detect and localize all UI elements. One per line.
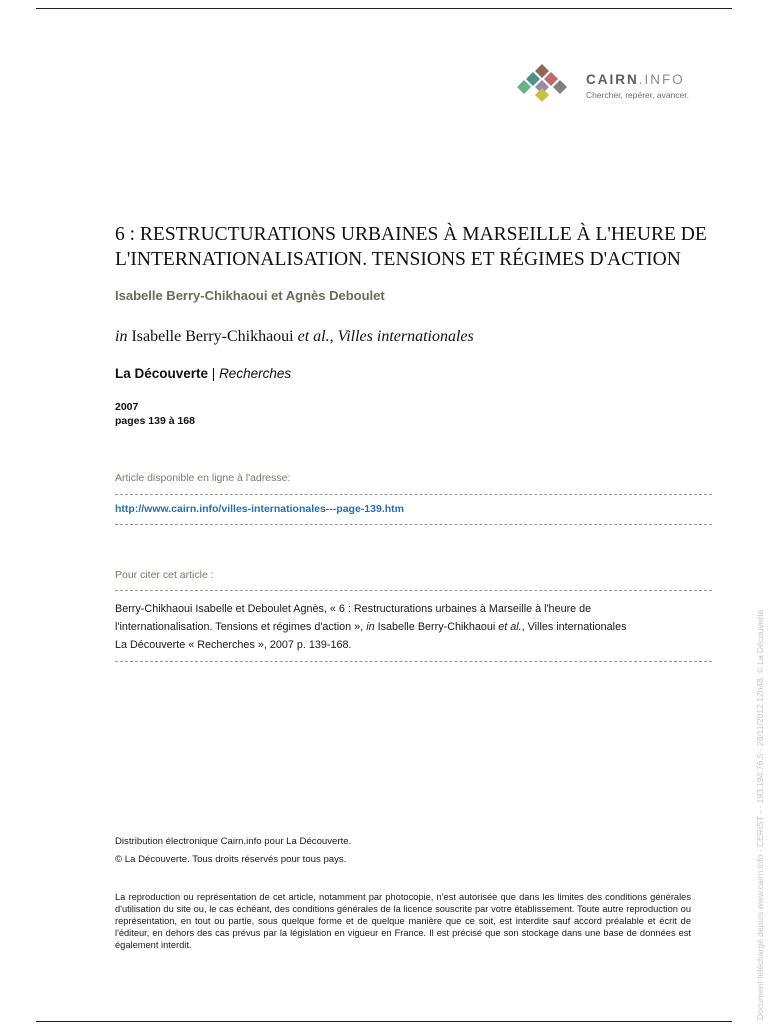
online-label: Article disponible en ligne à l'adresse:: [115, 472, 291, 484]
logo-brand: CAIRN.INFO: [586, 72, 685, 87]
logo-tagline: Chercher, repérer, avancer.: [586, 90, 690, 100]
cite-label: Pour citer cet article :: [115, 569, 214, 581]
bottom-rule: [36, 1021, 732, 1022]
legal-notice: La reproduction ou représentation de cet article, notamment par photocopie, n'est autorisée que dans les limites des conditions générales d'utilisation du site ou, le cas échéant, des conditions générales de la licence souscrite par votre établissement. Toute autre reproduction ou représentation, en tout ou partie, sous quelque forme et de quelque manière que ce soit, est interdite sauf accord préalable et écrit de l'éditeur, en dehors des cas prévus par la législation en vigueur en France. Il est précisé que son stockage dans une base de données est également interdit.: [115, 892, 691, 950]
article-title: 6 : RESTRUCTURATIONS URBAINES À MARSEILLE À L'HEURE DE L'INTERNATIONALISATION. TENSIONS ET RÉGIMES D'ACTION: [115, 224, 707, 270]
article-url-link[interactable]: http://www.cairn.info/villes-internationales---page-139.htm: [115, 503, 404, 515]
citation-text: Berry-Chikhaoui Isabelle et Deboulet Agnès, « 6 : Restructurations urbaines à Marseille à l'heure de l'internationalisation. Tensions et régimes d'action », in Isabelle Berry-Chikhaoui et al., Villes internationales La Découverte « Recherches », 2007 p. 139-168.: [115, 603, 627, 651]
divider: [115, 661, 712, 662]
download-watermark: Document téléchargé depuis www.cairn.info - CERIST - - 193.194.76.5 - 28/11/2012 12h48. © La Découverte: [755, 609, 765, 1020]
cairn-logo[interactable]: [512, 62, 712, 106]
article-authors: Isabelle Berry-Chikhaoui et Agnès Deboulet: [115, 288, 385, 303]
top-rule: [36, 8, 732, 9]
book-reference: in Isabelle Berry-Chikhaoui et al., Villes internationales: [115, 328, 474, 345]
distribution-note: Distribution électronique Cairn.info pour La Découverte.: [115, 836, 352, 847]
cairn-diamonds-icon: [512, 62, 578, 106]
page-range: pages 139 à 168: [115, 415, 195, 427]
copyright-note: © La Découverte. Tous droits réservés pour tous pays.: [115, 854, 347, 865]
publisher: La Découverte | Recherches: [115, 366, 292, 381]
publication-year: 2007: [115, 401, 139, 413]
divider: [115, 590, 712, 591]
publication-info: [115, 400, 195, 428]
divider: [115, 494, 712, 495]
divider: [115, 524, 712, 525]
